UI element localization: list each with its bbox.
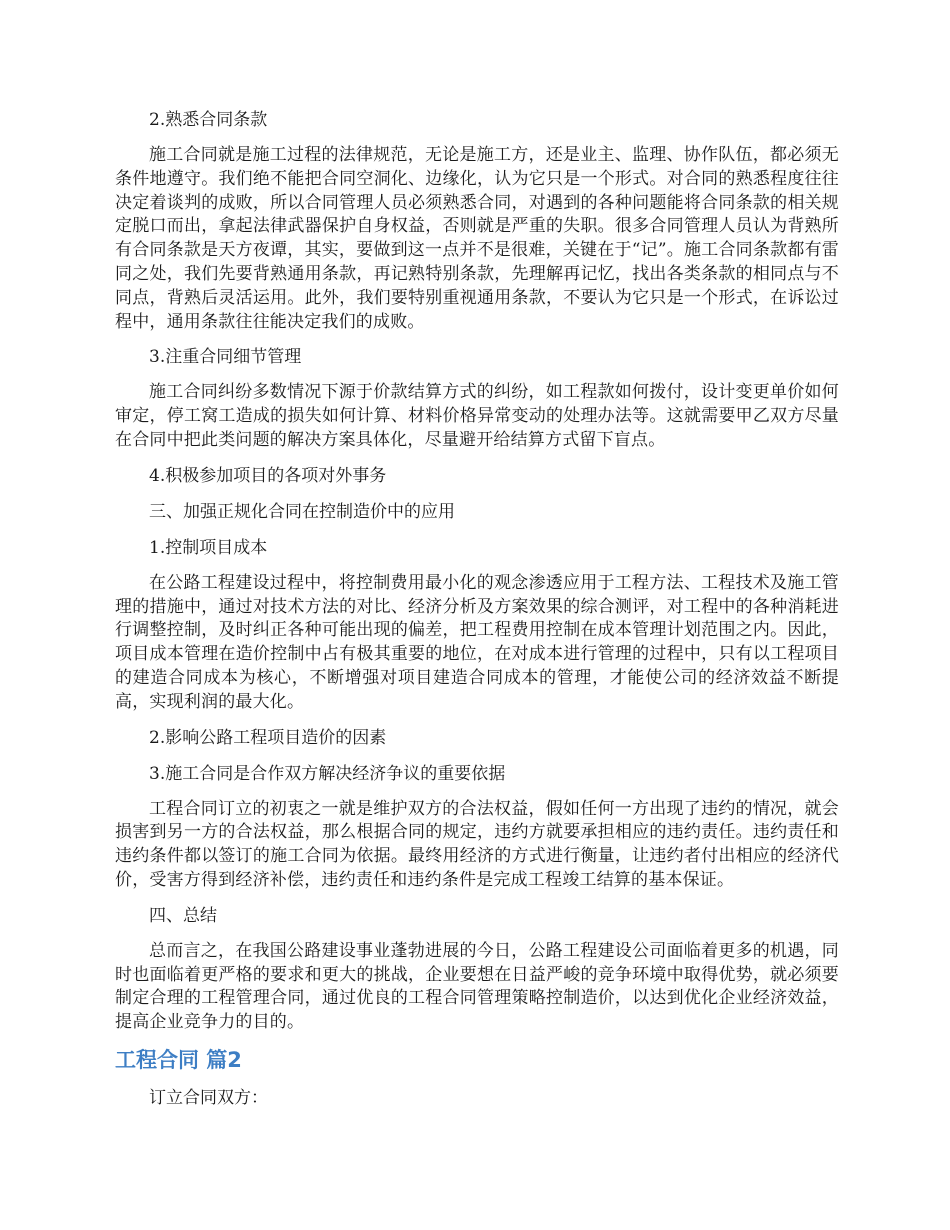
subheading-external-affairs: 4.积极参加项目的各项对外事务 <box>149 465 387 486</box>
paragraph-dispute-basis: 工程合同订立的初衷之一就是维护双方的合法权益，假如任何一方出现了违约的情况，就会损害到另一方的合法权益，那么根据合同的规定，违约方就要承担相应的违约责任。违约责任和违约条件都以签订的施工合同为依据。最终用经济的方式进行衡量，让违约者付出相应的经济代价，受害方得到经济补偿，违约责任和违约条件是完成工程竣工结算的基本保证。 <box>115 798 839 890</box>
section-heading-cost-control: 三、加强正规化合同在控制造价中的应用 <box>149 501 455 522</box>
subheading-contract-parties: 订立合同双方： <box>149 1087 268 1108</box>
subheading-project-cost: 1.控制项目成本 <box>149 537 268 558</box>
paragraph-summary: 总而言之，在我国公路建设事业蓬勃进展的今日，公路工程建设公司面临着更多的机遇，同时也面临着更严格的要求和更大的挑战，企业要想在日益严峻的竞争环境中取得优势，就必须要制定合理的工程管理合同，通过优良的工程合同管理策略控制造价，以达到优化企业经济效益，提高企业竞争力的目的。 <box>115 940 839 1033</box>
subheading-dispute-basis: 3.施工合同是合作双方解决经济争议的重要依据 <box>149 763 506 784</box>
paragraph-familiarize-clauses: 施工合同就是施工过程的法律规范，无论是施工方，还是业主、监理、协作队伍，都必须无条件地遵守。我们绝不能把合同空洞化、边缘化，认为它只是一个形式。对合同的熟悉程度往往决定着谈判的成败，所以合同管理人员必须熟悉合同，对遇到的各种问题能将合同条款的相关规定脱口而出，拿起法律武器保护自身权益，否则就是严重的失职。很多合同管理人员认为背熟所有合同条款是天方夜谭，其实，要做到这一点并不是很难，关键在于“记”。施工合同条款都有雷同之处，我们先要背熟通用条款，再记熟特别条款，先理解再记忆，找出各类条款的相同点与不同点，背熟后灵活运用。此外，我们要特别重视通用条款，不要认为它只是一个形式，在诉讼过程中，通用条款往往能决定我们的成败。 <box>115 145 839 332</box>
document-page <box>115 108 839 1122</box>
article-title: 工程合同 篇2 <box>115 1047 242 1072</box>
paragraph-project-cost: 在公路工程建设过程中，将控制费用最小化的观念渗透应用于工程方法、工程技术及施工管理的措施中，通过对技术方法的对比、经济分析及方案效果的综合测评，对工程中的各种消耗进行调整控制，及时纠正各种可能出现的偏差，把工程费用控制在成本管理计划范围之内。因此，项目成本管理在造价控制中占有极其重要的地位，在对成本进行管理的过程中，只有以工程项目的建造合同成本为核心，不断增强对项目建造合同成本的管理，才能使公司的经济效益不断提高，实现利润的最大化。 <box>115 572 839 712</box>
section-heading-summary: 四、总结 <box>149 905 217 926</box>
paragraph-detail-management: 施工合同纠纷多数情况下源于价款结算方式的纠纷，如工程款如何拨付，设计变更单价如何审定，停工窝工造成的损失如何计算、材料价格异常变动的处理办法等。这就需要甲乙双方尽量在合同中把此类问题的解决方案具体化，尽量避开给结算方式留下盲点。 <box>115 382 839 450</box>
subheading-detail-management: 3.注重合同细节管理 <box>149 347 302 368</box>
subheading-cost-factors: 2.影响公路工程项目造价的因素 <box>149 727 387 748</box>
subheading-familiarize-clauses: 2.熟悉合同条款 <box>149 110 268 130</box>
